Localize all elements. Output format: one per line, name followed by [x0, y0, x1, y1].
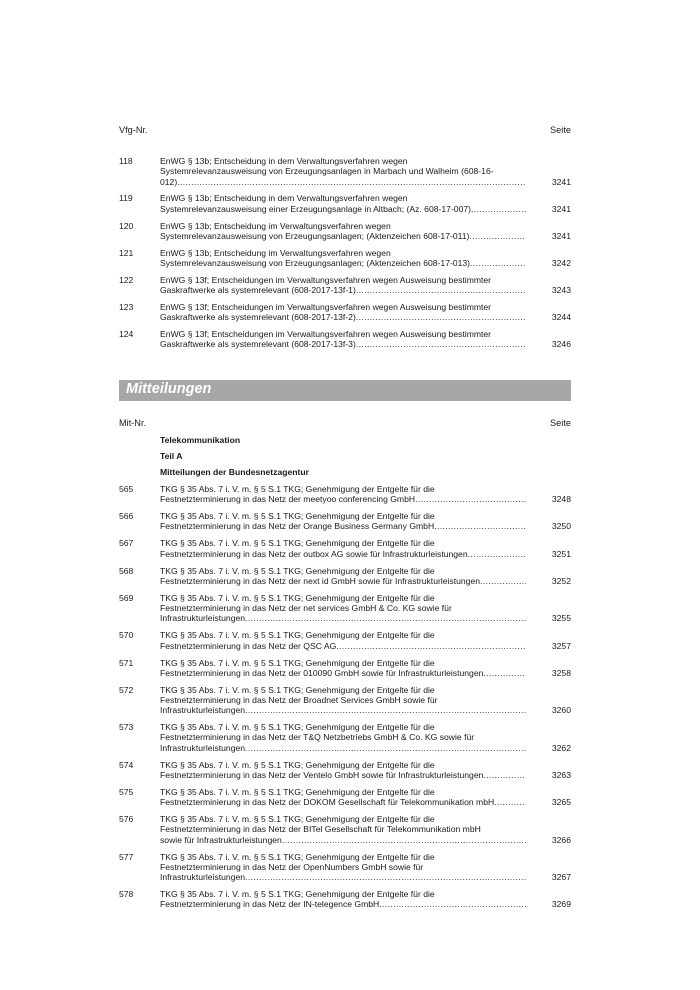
section-banner	[119, 380, 571, 401]
dot-leader	[434, 521, 526, 531]
toc-entry	[119, 722, 571, 753]
entry-title	[160, 484, 526, 505]
entry-title-line: Festnetzterminierung in das Netz der meetyoo conferencing GmbH	[160, 494, 416, 505]
entry-number: 573	[119, 722, 134, 733]
entry-title-line: EnWG § 13f; Entscheidungen im Verwaltungsverfahren wegen Ausweisung bestimmter	[160, 274, 492, 285]
entry-title-line: Infrastrukturleistungen	[160, 613, 246, 624]
entry-number: 571	[119, 657, 134, 668]
toc-entry	[119, 538, 571, 559]
entry-title	[160, 329, 526, 350]
page-number: 3243	[551, 284, 571, 295]
entry-title-line: TKG § 35 Abs. 7 i. V. m. § 5 S.1 TKG; Genehmigung der Entgelte für die	[160, 786, 435, 797]
page-number: 3262	[551, 742, 571, 753]
entry-number: 122	[119, 274, 134, 285]
entry-title	[160, 852, 526, 883]
dot-leader	[470, 258, 526, 268]
toc-entry	[119, 275, 571, 296]
entry-number: 124	[119, 328, 134, 339]
toc-entry	[119, 511, 571, 532]
dot-leader	[245, 613, 526, 623]
dot-leader	[282, 835, 526, 845]
page-number: 3255	[551, 613, 571, 624]
page-number: 3269	[551, 899, 571, 910]
entry-title	[160, 760, 526, 781]
toc-entry	[119, 193, 571, 214]
entry-title-line: TKG § 35 Abs. 7 i. V. m. § 5 S.1 TKG; Genehmigung der Entgelte für die	[160, 657, 435, 668]
entry-title-line: EnWG § 13b; Entscheidung im Verwaltungsverfahren wegen	[160, 247, 391, 258]
entry-title-line: TKG § 35 Abs. 7 i. V. m. § 5 S.1 TKG; Genehmigung der Entgelte für die	[160, 630, 435, 641]
entry-title-line: Gaskraftwerke als systemrelevant (608-2017-13f-3)	[160, 339, 356, 350]
entry-title-line: Festnetzterminierung in das Netz der next id GmbH sowie für Infrastrukturleistungen	[160, 575, 481, 586]
page-number: 3251	[551, 548, 571, 559]
toc-entry	[119, 329, 571, 350]
entry-number: 121	[119, 247, 134, 258]
entry-title-line: Systemrelevanzausweisung von Erzeugungsanlagen in Marbach und Walheim (608-16-	[160, 166, 494, 177]
entry-title-line: Systemrelevanzausweisung von Erzeugungsanlagen; (Aktenzeichen 608-17-011)	[160, 230, 470, 241]
page-number: 3265	[551, 797, 571, 808]
entry-title-line: Festnetzterminierung in das Netz der BITel Gesellschaft für Telekommunikation mbH	[160, 824, 481, 835]
page-number: 3263	[551, 769, 571, 780]
toc-entry	[119, 593, 571, 624]
toc-entry	[119, 814, 571, 845]
entry-title	[160, 593, 526, 624]
entry-title	[160, 814, 526, 845]
page-number: 3252	[551, 575, 571, 586]
toc-entry	[119, 156, 571, 187]
entry-number: 574	[119, 759, 134, 770]
toc-entry	[119, 221, 571, 242]
page-number: 3246	[551, 339, 571, 350]
dot-leader	[356, 285, 526, 295]
page-number: 3248	[551, 494, 571, 505]
entry-number: 572	[119, 684, 134, 695]
subheading-telekommunikation: Telekommunikation	[160, 435, 241, 445]
entry-title-line: TKG § 35 Abs. 7 i. V. m. § 5 S.1 TKG; Genehmigung der Entgelte für die	[160, 722, 435, 733]
dot-leader	[245, 743, 526, 753]
subheading-teil-a: Teil A	[160, 451, 183, 461]
entry-title-line: Infrastrukturleistungen	[160, 742, 246, 753]
entry-title-line: EnWG § 13b; Entscheidung in dem Verwaltungsverfahren wegen	[160, 156, 408, 166]
entry-number: 575	[119, 786, 134, 797]
entry-title-line: Festnetzterminierung in das Netz der Orange Business Germany GmbH	[160, 521, 435, 532]
entry-title-line: TKG § 35 Abs. 7 i. V. m. § 5 S.1 TKG; Genehmigung der Entgelte für die	[160, 759, 435, 770]
dot-leader	[245, 705, 526, 715]
toc-entry	[119, 630, 571, 651]
toc-entry	[119, 302, 571, 323]
entry-title-line: TKG § 35 Abs. 7 i. V. m. § 5 S.1 TKG; Genehmigung der Entgelte für die	[160, 592, 435, 603]
entry-title-line: EnWG § 13f; Entscheidungen im Verwaltungsverfahren wegen Ausweisung bestimmter	[160, 301, 492, 312]
entry-title	[160, 302, 526, 323]
entry-title	[160, 538, 526, 559]
page-number: 3250	[551, 521, 571, 532]
toc-entry	[119, 484, 571, 505]
dot-leader	[336, 641, 526, 651]
page-number: 3241	[551, 176, 571, 187]
seite-header-2: Seite	[550, 418, 571, 428]
toc-entry	[119, 685, 571, 716]
entry-number: 565	[119, 484, 134, 494]
entry-title	[160, 193, 526, 214]
entry-number: 569	[119, 592, 134, 603]
toc-entry	[119, 248, 571, 269]
dot-leader	[469, 231, 526, 241]
entry-title-line: Festnetzterminierung in das Netz der T&Q Netzbetriebs GmbH & Co. KG sowie für	[160, 732, 475, 743]
seite-header: Seite	[550, 125, 571, 135]
dot-leader	[356, 312, 526, 322]
entry-number: 566	[119, 511, 134, 522]
entry-number: 123	[119, 301, 134, 312]
toc-entry	[119, 787, 571, 808]
dot-leader	[483, 668, 526, 678]
entry-title	[160, 630, 526, 651]
dot-leader	[494, 797, 526, 807]
entry-title-line: EnWG § 13f; Entscheidungen im Verwaltungsverfahren wegen Ausweisung bestimmter	[160, 328, 492, 339]
entry-number: 577	[119, 851, 134, 862]
entry-title-line: Gaskraftwerke als systemrelevant (608-2017-13f-1)	[160, 284, 356, 295]
entry-title-line: TKG § 35 Abs. 7 i. V. m. § 5 S.1 TKG; Genehmigung der Entgelte für die	[160, 851, 435, 862]
dot-leader	[245, 872, 526, 882]
entry-title-line: Systemrelevanzausweisung einer Erzeugungsanlage in Altbach; (Az. 608-17-007)	[160, 203, 471, 214]
entry-title-line: Festnetzterminierung in das Netz der net services GmbH & Co. KG sowie für	[160, 603, 452, 614]
entry-title-line: Infrastrukturleistungen	[160, 872, 246, 883]
entry-title-line: sowie für Infrastrukturleistungen	[160, 834, 282, 845]
dot-leader	[480, 576, 526, 586]
entry-title	[160, 787, 526, 808]
entry-number: 578	[119, 889, 134, 900]
toc-entry	[119, 889, 571, 910]
entry-title-line: Festnetzterminierung in das Netz der 010090 GmbH sowie für Infrastrukturleistungen	[160, 667, 484, 678]
entry-title-line: Festnetzterminierung in das Netz der IN-telegence GmbH	[160, 899, 380, 910]
page-number: 3244	[551, 312, 571, 323]
entry-title-line: Festnetzterminierung in das Netz der Ventelo GmbH sowie für Infrastrukturleistungen	[160, 769, 484, 780]
page-number: 3242	[551, 257, 571, 268]
dot-leader	[415, 494, 526, 504]
entry-title-line: TKG § 35 Abs. 7 i. V. m. § 5 S.1 TKG; Genehmigung der Entgelte für die	[160, 889, 435, 900]
entry-title	[160, 248, 526, 269]
page-number: 3260	[551, 705, 571, 716]
entry-title	[160, 275, 526, 296]
entry-title	[160, 566, 526, 587]
entry-number: 568	[119, 565, 134, 576]
entry-number: 576	[119, 814, 134, 825]
entry-title-line: TKG § 35 Abs. 7 i. V. m. § 5 S.1 TKG; Genehmigung der Entgelte für die	[160, 814, 435, 825]
entry-title-line: Systemrelevanzausweisung von Erzeugungsanlagen; (Aktenzeichen 608-17-013)	[160, 257, 471, 268]
subheading-mitteilungen-bnetza: Mitteilungen der Bundesnetzagentur	[160, 467, 309, 477]
page-number: 3241	[551, 203, 571, 214]
entry-title-line: EnWG § 13b; Entscheidung im Verwaltungsverfahren wegen	[160, 220, 391, 231]
entry-title-line: Festnetzterminierung in das Netz der DOKOM Gesellschaft für Telekommunikation mbH	[160, 797, 495, 808]
entry-title-line: EnWG § 13b; Entscheidung in dem Verwaltungsverfahren wegen	[160, 193, 408, 204]
entry-title-line: Infrastrukturleistungen	[160, 705, 246, 716]
entry-title-line: Festnetzterminierung in das Netz der OpenNumbers GmbH sowie für	[160, 861, 424, 872]
toc-entry	[119, 566, 571, 587]
page-number: 3257	[551, 640, 571, 651]
entry-title	[160, 221, 526, 242]
entry-title	[160, 685, 526, 716]
entry-number: 567	[119, 538, 134, 549]
entry-number: 120	[119, 220, 134, 231]
entry-title	[160, 156, 526, 187]
mit-nr-header: Mit-Nr.	[119, 418, 147, 428]
section-title: Mitteilungen	[126, 381, 212, 397]
dot-leader	[471, 204, 526, 214]
entry-title	[160, 889, 526, 910]
entry-title-line: TKG § 35 Abs. 7 i. V. m. § 5 S.1 TKG; Genehmigung der Entgelte für die	[160, 684, 435, 695]
vfg-nr-header: Vfg-Nr.	[119, 125, 148, 135]
entry-title-line: TKG § 35 Abs. 7 i. V. m. § 5 S.1 TKG; Genehmigung der Entgelte für die	[160, 538, 435, 549]
entry-title-line: Gaskraftwerke als systemrelevant (608-2017-13f-2)	[160, 312, 356, 323]
dot-leader	[468, 549, 526, 559]
entry-title	[160, 722, 526, 753]
entry-title-line: Festnetzterminierung in das Netz der outbox AG sowie für Infrastrukturleistungen	[160, 548, 468, 559]
toc-entry	[119, 658, 571, 679]
entry-title-line: Festnetzterminierung in das Netz der QSC AG	[160, 640, 337, 651]
entry-number: 119	[119, 193, 133, 204]
entry-title-line: TKG § 35 Abs. 7 i. V. m. § 5 S.1 TKG; Genehmigung der Entgelte für die	[160, 565, 435, 576]
page-number: 3267	[551, 872, 571, 883]
dot-leader	[379, 899, 526, 909]
page-number: 3258	[551, 667, 571, 678]
entry-title	[160, 511, 526, 532]
dot-leader	[356, 339, 526, 349]
entry-title-line: TKG § 35 Abs. 7 i. V. m. § 5 S.1 TKG; Genehmigung der Entgelte für die	[160, 511, 435, 522]
dot-leader	[177, 177, 526, 187]
entry-title-line: TKG § 35 Abs. 7 i. V. m. § 5 S.1 TKG; Genehmigung der Entgelte für die	[160, 484, 435, 494]
toc-entry	[119, 852, 571, 883]
page-number: 3241	[551, 230, 571, 241]
entry-title	[160, 658, 526, 679]
dot-leader	[483, 770, 526, 780]
entry-number: 118	[119, 156, 133, 166]
toc-entry	[119, 760, 571, 781]
entry-number: 570	[119, 630, 134, 641]
entry-title-line: Festnetzterminierung in das Netz der Broadnet Services GmbH sowie für	[160, 694, 438, 705]
page-number: 3266	[551, 834, 571, 845]
entry-title-line: 012)	[160, 176, 178, 187]
